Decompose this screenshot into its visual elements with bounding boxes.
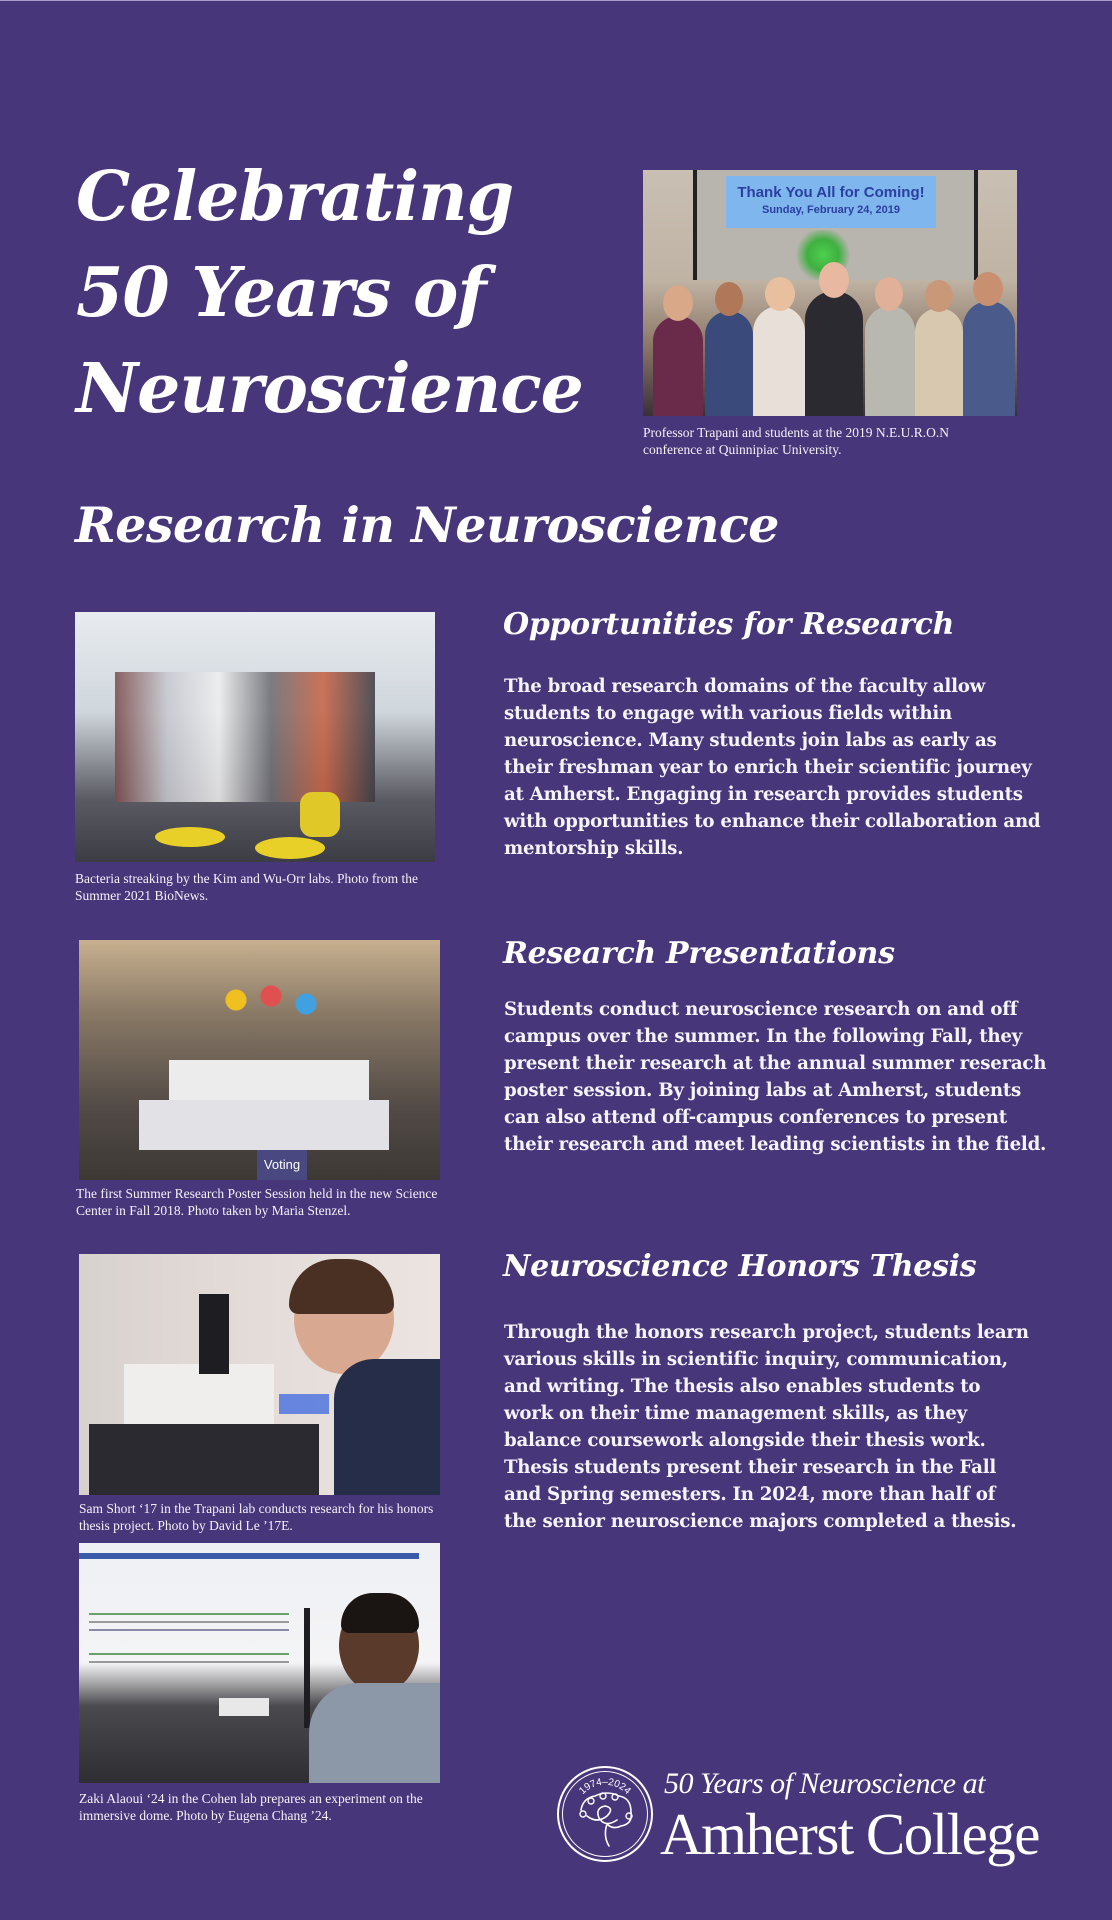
- body-line: can also attend off-campus conferences to present: [504, 1107, 1007, 1128]
- opportunities-body: [504, 673, 1040, 862]
- heading-honors-thesis: Neuroscience Honors Thesis: [503, 1249, 977, 1284]
- logo-tagline: 50 Years of Neuroscience at: [664, 1767, 985, 1800]
- group-of-people: [643, 266, 1017, 416]
- title-line-3: Neuroscience: [76, 349, 583, 429]
- poster-photo-caption: The first Summer Research Poster Session held in the new Science Center in Fall 2018. Photo taken by Maria Stenzel.: [76, 1186, 438, 1218]
- lab-group-photo: [75, 612, 435, 862]
- lab-photo-caption: Bacteria streaking by the Kim and Wu-Orr labs. Photo from the Summer 2021 BioNews.: [75, 871, 418, 903]
- presentations-body: [504, 996, 1046, 1158]
- immersive-dome-photo: [79, 1543, 440, 1783]
- section-title: Research in Neuroscience: [75, 496, 779, 554]
- microscope-photo: [79, 1254, 440, 1495]
- brain-icon: [557, 1766, 653, 1862]
- anniversary-badge: [557, 1766, 653, 1862]
- body-line: balance coursework alongside their thesis work.: [504, 1430, 986, 1451]
- body-line: students to engage with various fields within: [504, 703, 952, 724]
- banner-date: Sunday, February 24, 2019: [762, 204, 900, 216]
- title-line-2: 50 Years of: [76, 253, 486, 333]
- hero-photo-caption: Professor Trapani and students at the 2019 N.E.U.R.O.N conference at Quinnipiac University.: [643, 425, 949, 457]
- body-line: present their research at the annual summer reserach: [504, 1053, 1047, 1074]
- logo-college-name: Amherst College: [660, 1801, 1039, 1867]
- body-line: work on their time management skills, as they: [504, 1403, 967, 1424]
- dome-photo-caption: Zaki Alaoui ‘24 in the Cohen lab prepares an experiment on the immersive dome. Photo by Eugena Chang ’24.: [79, 1791, 423, 1823]
- body-line: Students conduct neuroscience research on and off: [504, 999, 1018, 1020]
- microscope-photo-caption: Sam Short ‘17 in the Trapani lab conducts research for his honors thesis project. Photo by David Le ’17E.: [79, 1501, 434, 1533]
- body-line: Thesis students present their research in the Fall: [504, 1457, 997, 1478]
- heading-presentations: Research Presentations: [503, 936, 895, 971]
- voting-sign: Voting: [257, 1150, 307, 1180]
- body-line: poster session. By joining labs at Amherst, students: [504, 1080, 1022, 1101]
- body-line: and Spring semesters. In 2024, more than half of: [504, 1484, 996, 1505]
- body-line: neuroscience. Many students join labs as early as: [504, 730, 997, 751]
- heading-opportunities: Opportunities for Research: [503, 607, 955, 642]
- body-line: at Amherst. Engaging in research provides students: [504, 784, 1023, 805]
- screen-banner: [726, 176, 936, 228]
- body-line: with opportunities to enhance their collaboration and: [504, 811, 1041, 832]
- poster-session-photo: [79, 940, 440, 1180]
- svg-text:1974–2024: 1974–2024: [577, 1776, 633, 1797]
- body-line: their freshman year to enrich their scientific journey: [504, 757, 1032, 778]
- body-line: their research and meet leading scientists in the field.: [504, 1134, 1047, 1155]
- body-line: Through the honors research project, students learn: [504, 1322, 1029, 1343]
- body-line: the senior neuroscience majors completed a thesis.: [504, 1511, 1017, 1532]
- body-line: mentorship skills.: [504, 838, 684, 859]
- banner-text: Thank You All for Coming!: [737, 184, 925, 201]
- page-title: [76, 149, 636, 437]
- hero-photo: [643, 170, 1017, 416]
- title-line-1: Celebrating: [76, 157, 514, 237]
- body-line: various skills in scientific inquiry, communication,: [504, 1349, 1008, 1370]
- body-line: campus over the summer. In the following Fall, they: [504, 1026, 1022, 1047]
- honors-thesis-body: [504, 1319, 1029, 1535]
- body-line: and writing. The thesis also enables students to: [504, 1376, 981, 1397]
- body-line: The broad research domains of the faculty allow: [504, 676, 986, 697]
